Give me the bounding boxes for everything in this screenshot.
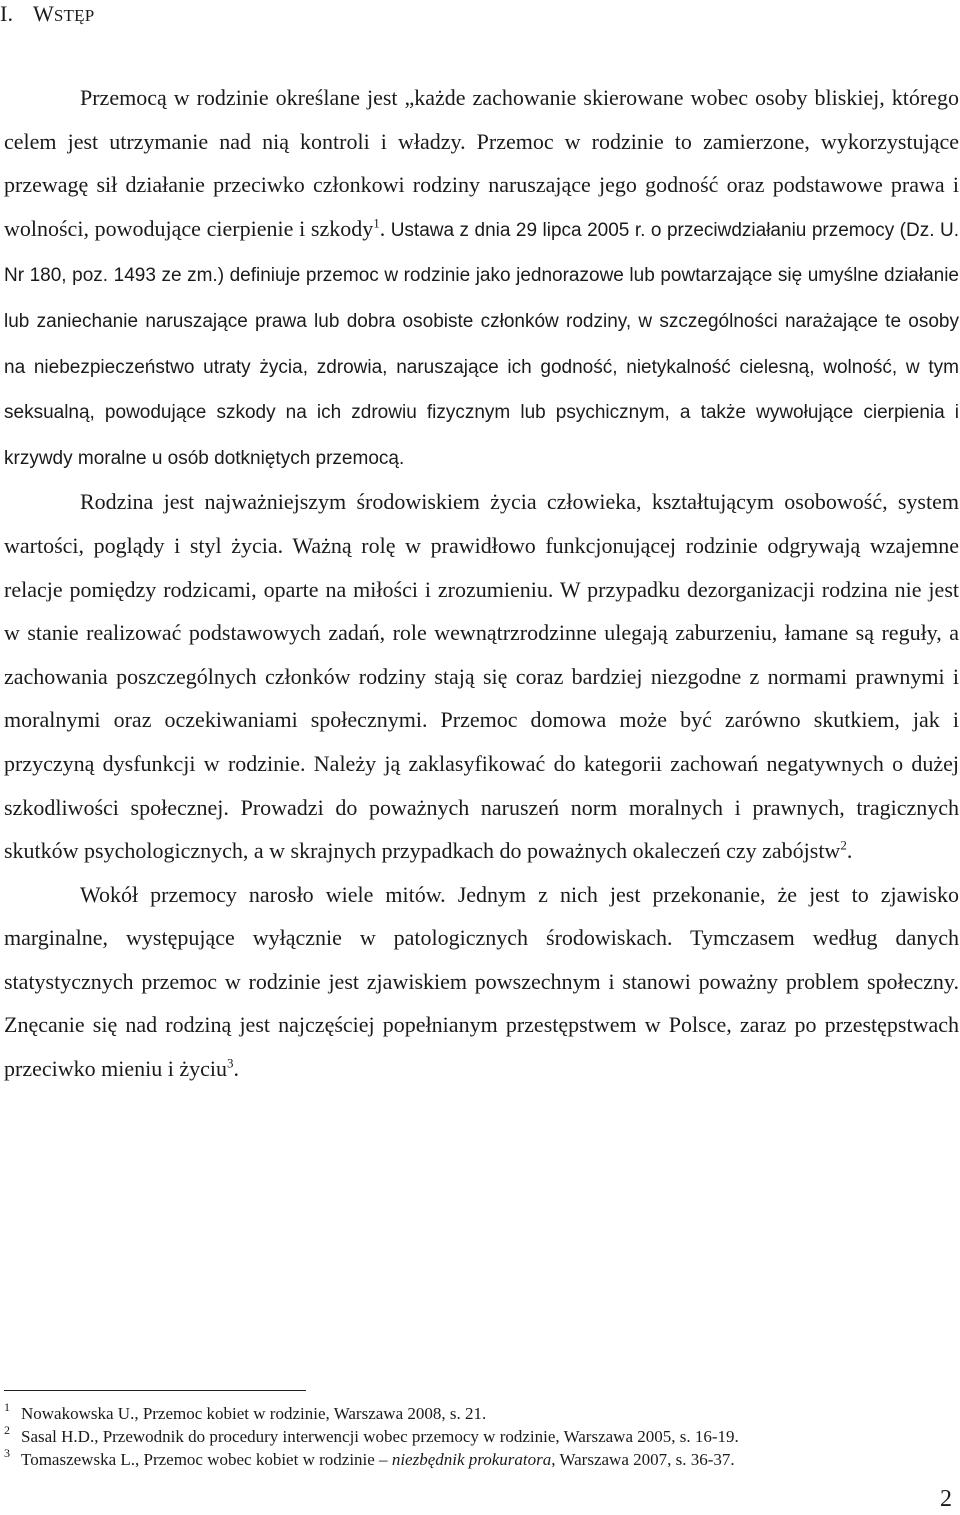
footnote-italic-title: niezbędnik prokuratora xyxy=(391,1450,552,1469)
section-title-initial: W xyxy=(32,1,54,26)
footnote-text: Sasal H.D., Przewodnik do procedury interwencji wobec przemocy w rodzinie, Warszawa 2005, s. 16-19. xyxy=(21,1427,739,1446)
paragraph-1-law-citation: Ustawa z dnia 29 lipca 2005 r. o przeciwdziałaniu przemocy (Dz. U. Nr 180, poz. 1493 ze zm. xyxy=(4,219,959,287)
paragraph-3 xyxy=(4,873,959,1091)
section-number: I. xyxy=(0,1,14,26)
footnote-ref-1: 1 xyxy=(373,215,380,231)
paragraph-3-end: . xyxy=(233,1056,239,1082)
paragraph-2-text: Rodzina jest najważniejszym środowiskiem życia człowieka, kształtującym osobowość, system wartości, poglądy i styl życia. Ważną rolę w prawidłowo funkcjonującej rodzinie odgrywają wzajemne relacje pomiędzy rodzicami, oparte na miłości i zrozumieniu. W przypadku dezorganizacji rodzina nie jest w stanie realizować podstawowych zadań, role wewnątrzrodzinne ulegają zaburzeniu, łamane są reguły, a zachowania poszczególnych członków rodziny stają się coraz bardziej niezgodne z normami prawnymi i moralnymi oraz oczekiwaniami społecznymi. Przemoc domowa może być zarówno skutkiem, jak i przyczyną dysfunkcji w rodzinie. Należy ją zaklasyfikować do kategorii zachowań negatywnych o dużej szkodliwości społecznej. Prowadzi do poważnych naruszeń norm moralnych i prawnych, tragicznych skutków psychologicznych, a w skrajnych przypadkach do poważnych okaleczeń czy zabójstw xyxy=(4,489,959,864)
paragraph-3-text: Wokół przemocy narosło wiele mitów. Jednym z nich jest przekonanie, że jest to zjawisko marginalne, występujące wyłącznie w patologicznych środowiskach. Tymczasem według danych statystycznych przemoc w rodzinie jest zjawiskiem powszechnym i stanowi poważny problem społeczny. Znęcanie się nad rodziną jest najczęściej popełnianym przestępstwem w Polsce, zaraz po przestępstwach przeciwko mieniu i życiu xyxy=(4,881,959,1082)
footnote-2 xyxy=(4,1425,954,1448)
footnote-number: 3 xyxy=(4,1446,10,1460)
footnotes xyxy=(4,1402,954,1471)
paragraph-1-text-b: . xyxy=(379,215,386,241)
paragraph-2-end: . xyxy=(846,838,853,864)
footnote-text-after: , Warszawa 2007, s. 36-37. xyxy=(551,1450,735,1469)
body-text xyxy=(4,76,959,1091)
footnote-ref-3: 3 xyxy=(226,1055,234,1071)
footnote-text: Tomaszewska L., Przemoc wobec kobiet w rodzinie – xyxy=(21,1450,392,1469)
paragraph-2 xyxy=(4,480,959,872)
section-title-rest: STĘP xyxy=(53,6,95,25)
paragraph-1 xyxy=(4,76,959,480)
paragraph-1-definition: ) definiuje przemoc w rodzinie jako jednorazowe lub powtarzające się umyślne działanie lub zaniechanie naruszające prawa lub dobra osobiste członków rodziny, w szczególności narażające te osoby na niebezpieczeństwo utraty życia, zdrowia, naruszające ich godność, nietykalność cielesną, wolność, w tym seksualną, powodujące szkody na ich zdrowiu fizycznym lub psychicznym, a także wywołujące cierpienia i krzywdy moralne u osób dotkniętych przemocą. xyxy=(4,265,959,469)
footnote-number: 1 xyxy=(4,1400,10,1414)
footnote-number: 2 xyxy=(4,1423,10,1437)
footnote-ref-2: 2 xyxy=(840,837,847,853)
footnote-separator xyxy=(4,1390,306,1391)
footnote-1 xyxy=(4,1402,954,1425)
footnote-3 xyxy=(4,1448,954,1471)
page-number: 2 xyxy=(940,1486,952,1512)
footnote-text: Nowakowska U., Przemoc kobiet w rodzinie, Warszawa 2008, s. 21. xyxy=(21,1404,487,1423)
section-heading xyxy=(0,0,94,30)
paragraph-1-text-a: Przemocą w rodzinie określane jest „każde zachowanie skierowane wobec osoby bliskiej, którego celem jest utrzymanie nad nią kontroli i władzy. Przemoc w rodzinie to zamierzone, wykorzystujące przewagę sił działanie przeciwko członkowi rodziny naruszające jego godność oraz podstawowe prawa i wolności, powodujące cierpienie i szkody xyxy=(4,85,959,241)
